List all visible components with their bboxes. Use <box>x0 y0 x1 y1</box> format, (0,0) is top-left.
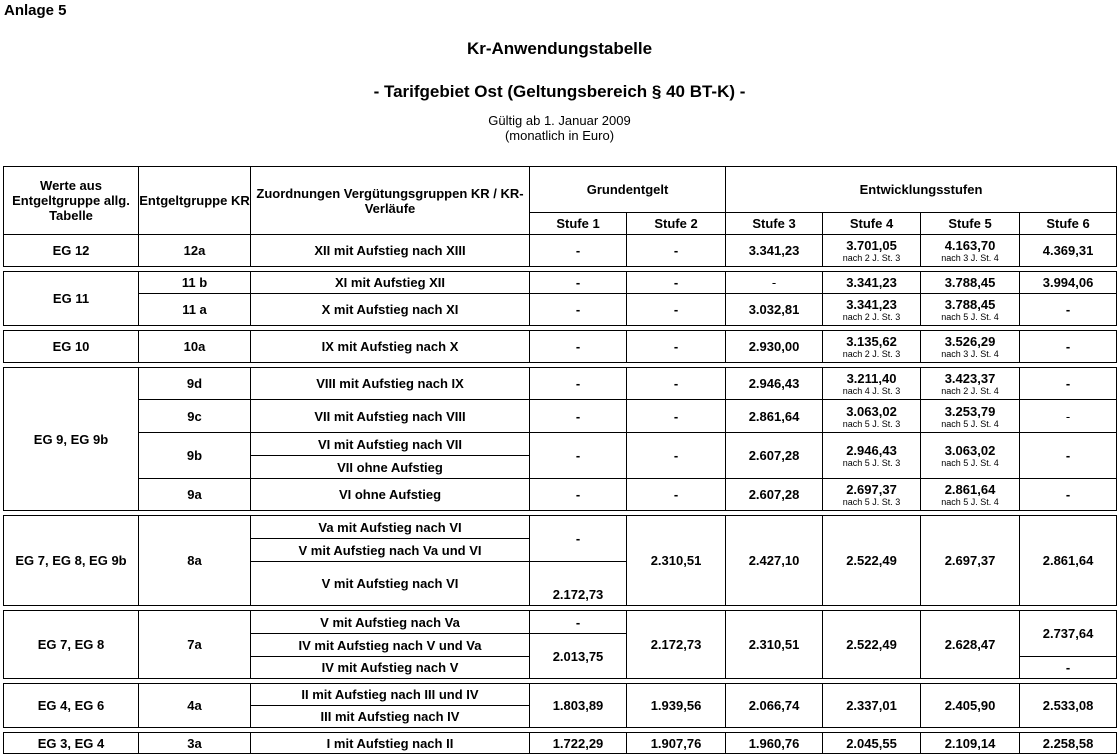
zuordnung-cell: VII ohne Aufstieg <box>251 456 530 479</box>
value: 3.063,02 <box>944 443 996 458</box>
value-cell: - <box>627 294 726 326</box>
eg-cell: EG 7, EG 8, EG 9b <box>4 516 139 606</box>
header-stufe-6: Stufe 6 <box>1020 213 1117 235</box>
value-cell <box>823 235 921 267</box>
value-cell <box>921 331 1020 363</box>
value-cell: 1.907,76 <box>627 733 726 754</box>
annex-label: Anlage 5 <box>4 2 67 19</box>
eg-cell: EG 10 <box>4 331 139 363</box>
value: 3.701,05 <box>846 238 897 253</box>
zuordnung-cell: X mit Aufstieg nach XI <box>251 294 530 326</box>
value-cell: 2.930,00 <box>726 331 823 363</box>
value-cell: 3.032,81 <box>726 294 823 326</box>
value: 2.946,43 <box>846 443 897 458</box>
value-cell <box>823 331 921 363</box>
header-entgeltgruppe: Entgeltgruppe KR <box>139 167 251 235</box>
value: 3.526,29 <box>944 334 996 349</box>
value-cell: - <box>627 433 726 479</box>
value-cell: - <box>530 479 627 511</box>
value-cell: 2.533,08 <box>1020 684 1117 728</box>
header-stufe-4: Stufe 4 <box>823 213 921 235</box>
validity-note <box>0 113 1119 143</box>
stufe-note: nach 2 J. St. 3 <box>842 312 901 322</box>
value-cell: 4.369,31 <box>1020 235 1117 267</box>
table-row <box>4 433 1117 456</box>
value-cell: - <box>1020 400 1117 433</box>
kr-cell: 11 b <box>139 272 251 294</box>
value-cell: - <box>1020 294 1117 326</box>
value-cell: - <box>627 235 726 267</box>
value: 3.423,37 <box>944 371 996 386</box>
header-zuordnungen: Zuordnungen Vergütungsgruppen KR / KR-Verläufe <box>251 167 530 235</box>
value-cell: - <box>530 331 627 363</box>
value: 3.341,23 <box>846 297 897 312</box>
value-cell: - <box>627 272 726 294</box>
table-row <box>4 331 1117 363</box>
zuordnung-cell: IX mit Aufstieg nach X <box>251 331 530 363</box>
zuordnung-cell: IV mit Aufstieg nach V und Va <box>251 634 530 657</box>
stufe-note: nach 2 J. St. 4 <box>941 386 999 396</box>
stufe-note: nach 3 J. St. 4 <box>941 253 999 263</box>
zuordnung-cell: XI mit Aufstieg XII <box>251 272 530 294</box>
value: 4.163,70 <box>944 238 996 253</box>
value: 3.135,62 <box>846 334 897 349</box>
value-cell: 2.045,55 <box>823 733 921 754</box>
kr-cell: 9c <box>139 400 251 433</box>
zuordnung-cell: II mit Aufstieg nach III und IV <box>251 684 530 706</box>
value-cell: 1.939,56 <box>627 684 726 728</box>
value-cell: 1.803,89 <box>530 684 627 728</box>
zuordnung-cell: Va mit Aufstieg nach VI <box>251 516 530 539</box>
value-cell: 2.172,73 <box>627 611 726 679</box>
eg-cell: EG 12 <box>4 235 139 267</box>
valid-from: Gültig ab 1. Januar 2009 <box>488 113 631 128</box>
zuordnung-cell: V mit Aufstieg nach Va und VI <box>251 539 530 562</box>
value: 3.253,79 <box>944 403 996 419</box>
value-cell <box>823 368 921 400</box>
salary-table <box>3 166 1117 754</box>
value-cell: 1.722,29 <box>530 733 627 754</box>
value-cell: - <box>530 272 627 294</box>
value-cell: 2.337,01 <box>823 684 921 728</box>
table-row <box>4 611 1117 634</box>
table-row <box>4 684 1117 706</box>
value-cell: - <box>1020 657 1117 679</box>
zuordnung-cell: VII mit Aufstieg nach VIII <box>251 400 530 433</box>
kr-cell: 10a <box>139 331 251 363</box>
value-cell: - <box>530 516 627 562</box>
value-cell: 2.066,74 <box>726 684 823 728</box>
value-cell: 3.994,06 <box>1020 272 1117 294</box>
stufe-note: nach 2 J. St. 3 <box>842 253 901 263</box>
zuordnung-cell: III mit Aufstieg nach IV <box>251 706 530 728</box>
value-cell: - <box>627 479 726 511</box>
value: 3.063,02 <box>846 403 897 419</box>
value-cell: 2.405,90 <box>921 684 1020 728</box>
kr-cell: 9d <box>139 368 251 400</box>
stufe-note: nach 5 J. St. 4 <box>941 458 999 468</box>
header-stufe-1: Stufe 1 <box>530 213 627 235</box>
eg-cell: EG 4, EG 6 <box>4 684 139 728</box>
value-cell <box>921 433 1020 479</box>
value-cell: 1.960,76 <box>726 733 823 754</box>
table-row <box>4 294 1117 326</box>
value-cell: - <box>1020 368 1117 400</box>
kr-cell: 12a <box>139 235 251 267</box>
value-cell <box>921 294 1020 326</box>
value-cell: - <box>1020 479 1117 511</box>
value-cell <box>921 235 1020 267</box>
stufe-note: nach 5 J. St. 3 <box>842 458 901 468</box>
stufe-note: nach 4 J. St. 3 <box>842 386 901 396</box>
value-cell: 2.737,64 <box>1020 611 1117 657</box>
value-cell <box>921 479 1020 511</box>
value-cell <box>921 400 1020 433</box>
value-cell <box>823 294 921 326</box>
value: 2.697,37 <box>846 482 897 497</box>
value-cell: 3.341,23 <box>823 272 921 294</box>
table-row <box>4 479 1117 511</box>
value-cell: 3.341,23 <box>726 235 823 267</box>
header-row <box>4 167 1117 213</box>
value-cell: 2.522,49 <box>823 516 921 606</box>
value-cell: 2.607,28 <box>726 479 823 511</box>
kr-cell: 9b <box>139 433 251 479</box>
value-cell: 2.697,37 <box>921 516 1020 606</box>
currency-unit: (monatlich in Euro) <box>504 128 615 143</box>
value-cell: - <box>1020 331 1117 363</box>
zuordnung-cell: I mit Aufstieg nach II <box>251 733 530 754</box>
document-title: Kr-Anwendungstabelle <box>466 39 653 58</box>
zuordnung-cell: XII mit Aufstieg nach XIII <box>251 235 530 267</box>
value-cell: - <box>530 294 627 326</box>
kr-cell: 8a <box>139 516 251 606</box>
zuordnung-cell: IV mit Aufstieg nach V <box>251 657 530 679</box>
document-subtitle: - Tarifgebiet Ost (Geltungsbereich § 40 BT-K) - <box>373 82 746 101</box>
value-cell: - <box>726 272 823 294</box>
zuordnung-cell: V mit Aufstieg nach Va <box>251 611 530 634</box>
value-cell <box>823 479 921 511</box>
eg-cell: EG 7, EG 8 <box>4 611 139 679</box>
zuordnung-cell: VIII mit Aufstieg nach IX <box>251 368 530 400</box>
value-cell: 2.013,75 <box>530 634 627 679</box>
kr-cell: 11 a <box>139 294 251 326</box>
kr-cell: 7a <box>139 611 251 679</box>
value-cell: - <box>530 400 627 433</box>
header-stufe-3: Stufe 3 <box>726 213 823 235</box>
value: 2.861,64 <box>944 482 996 497</box>
value: 3.211,40 <box>846 371 897 386</box>
header-stufe-5: Stufe 5 <box>921 213 1020 235</box>
table-row <box>4 272 1117 294</box>
value: 3.788,45 <box>944 297 996 312</box>
stufe-note: nach 5 J. St. 3 <box>842 497 901 507</box>
value-cell: 2.258,58 <box>1020 733 1117 754</box>
value-cell <box>823 400 921 433</box>
value-cell: - <box>530 235 627 267</box>
value-cell: 2.607,28 <box>726 433 823 479</box>
value-cell: 2.946,43 <box>726 368 823 400</box>
kr-cell: 4a <box>139 684 251 728</box>
value-cell <box>823 433 921 479</box>
stufe-note: nach 5 J. St. 3 <box>842 418 901 429</box>
header-werte: Werte aus Entgeltgruppe allg. Tabelle <box>4 167 139 235</box>
value-cell: 2.310,51 <box>726 611 823 679</box>
table-row <box>4 235 1117 267</box>
value-cell: - <box>530 433 627 479</box>
table-row <box>4 516 1117 539</box>
header-stufe-2: Stufe 2 <box>627 213 726 235</box>
kr-cell: 9a <box>139 479 251 511</box>
table-row <box>4 368 1117 400</box>
value-cell: 2.172,73 <box>530 562 627 606</box>
value-cell: 2.109,14 <box>921 733 1020 754</box>
value-cell: 2.861,64 <box>726 400 823 433</box>
stufe-note: nach 5 J. St. 4 <box>941 497 999 507</box>
table-row <box>4 733 1117 754</box>
eg-cell: EG 11 <box>4 272 139 326</box>
zuordnung-cell: VI ohne Aufstieg <box>251 479 530 511</box>
value-cell: - <box>530 368 627 400</box>
value-cell: 2.310,51 <box>627 516 726 606</box>
table-row <box>4 400 1117 433</box>
value-cell: 2.522,49 <box>823 611 921 679</box>
value-cell: 3.788,45 <box>921 272 1020 294</box>
stufe-note: nach 3 J. St. 4 <box>941 349 999 359</box>
zuordnung-cell: V mit Aufstieg nach VI <box>251 562 530 606</box>
value-cell: - <box>627 331 726 363</box>
value-cell: - <box>530 611 627 634</box>
value-cell: 2.628,47 <box>921 611 1020 679</box>
kr-cell: 3a <box>139 733 251 754</box>
stufe-note: nach 2 J. St. 3 <box>842 349 901 359</box>
value-cell: 2.427,10 <box>726 516 823 606</box>
value-cell: 2.861,64 <box>1020 516 1117 606</box>
stufe-note: nach 5 J. St. 4 <box>941 418 999 429</box>
eg-cell: EG 9, EG 9b <box>4 368 139 511</box>
value-cell: - <box>627 400 726 433</box>
header-grundentgelt: Grundentgelt <box>530 167 726 213</box>
eg-cell: EG 3, EG 4 <box>4 733 139 754</box>
stufe-note: nach 5 J. St. 4 <box>941 312 999 322</box>
value-cell <box>921 368 1020 400</box>
value-cell: - <box>1020 433 1117 479</box>
zuordnung-cell: VI mit Aufstieg nach VII <box>251 433 530 456</box>
header-entwicklungsstufen: Entwicklungsstufen <box>726 167 1117 213</box>
value-cell: - <box>627 368 726 400</box>
